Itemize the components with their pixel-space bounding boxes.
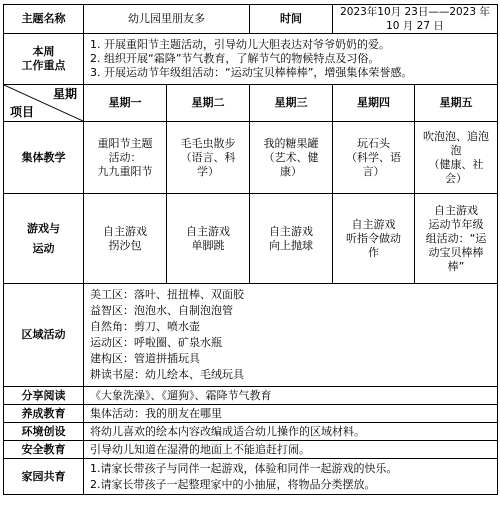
habits-text: 集体活动：我的朋友在哪里	[84, 405, 498, 423]
cell-line: 听指令做动	[346, 231, 401, 245]
cell-line: 动宝贝棒棒	[428, 245, 484, 259]
cell-line: 重阳节主题	[97, 136, 153, 150]
safety-row	[4, 441, 498, 459]
weekday-row	[4, 85, 498, 122]
safety-label: 安全教育	[4, 441, 84, 459]
sharing-label: 分享阅读	[4, 387, 84, 405]
cell-line: 吹泡泡、追泡	[423, 129, 489, 143]
cell-line: 运动节年级	[428, 217, 484, 231]
corner-diagonal-cell	[4, 85, 84, 122]
cell-line: （科学、语	[346, 150, 401, 164]
theme-value: 幼儿园里朋友多	[84, 5, 250, 34]
cell-line: 单脚跳	[191, 238, 225, 252]
goal-item: 1. 开展重阳节主题活动，引导幼儿大胆表达对爷爷奶奶的爱。	[90, 38, 390, 51]
habits-label: 养成教育	[4, 405, 84, 423]
area-item: 美工区：落叶、扭扭棒、双面胶	[90, 288, 244, 301]
cell-line: 自主游戏	[434, 203, 478, 217]
collective-label: 集体教学	[4, 122, 84, 194]
cell-line: 自主游戏	[186, 224, 230, 238]
cell-line: （语言、科	[180, 150, 236, 164]
collective-cell-mon	[84, 122, 167, 194]
goal-item: 3. 开展运动节年级组活动：“运动宝贝棒棒棒”，增强集体荣誉感。	[90, 66, 413, 79]
time-value: 2023年10月 23日——2023 年 10 月 27 日	[333, 5, 498, 34]
cell-line: 康）	[280, 164, 302, 178]
cell-line: 自主游戏	[103, 224, 147, 238]
cell-line: 拐沙包	[108, 238, 142, 252]
collective-cell-thu	[333, 122, 415, 194]
games-label-line2: 运动	[32, 241, 55, 255]
games-cell-fri	[415, 194, 498, 284]
cell-line: 作	[368, 245, 379, 259]
day-header-fri: 星期五	[415, 85, 498, 122]
games-cell-tue	[167, 194, 250, 284]
games-cell-mon	[84, 194, 167, 284]
area-item: 运动区：呼啦圈、矿泉水瓶	[90, 336, 222, 349]
cell-line: 活动：	[108, 150, 142, 164]
games-label-line1: 游戏与	[27, 221, 60, 235]
collective-row	[4, 122, 498, 194]
goals-label-line1: 本周	[32, 45, 55, 58]
area-item: 耕读书屋：幼儿绘本、毛绒玩具	[90, 368, 244, 381]
games-label	[4, 194, 84, 284]
corner-item-label: 项目	[10, 105, 35, 119]
safety-text: 引导幼儿知道在湿滑的地面上不能追赶打闹。	[84, 441, 498, 459]
cell-line: 九九重阳节	[97, 164, 153, 178]
day-header-wed: 星期三	[250, 85, 333, 122]
cell-line: 自主游戏	[351, 217, 396, 231]
collective-cell-wed	[250, 122, 333, 194]
day-header-thu: 星期四	[333, 85, 415, 122]
area-item: 建构区：管道拼插玩具	[90, 352, 200, 365]
cell-line: （健康、社	[428, 157, 484, 171]
home-list	[84, 459, 498, 495]
goal-item: 2. 组织开展“霜降”节气教育，了解节气的物候特点及习俗。	[90, 52, 380, 65]
time-label: 时间	[250, 5, 333, 34]
cell-line: 会）	[445, 171, 467, 185]
cell-line: 学）	[197, 164, 219, 178]
cell-line: 组活动：“运	[425, 231, 487, 245]
home-item: 1.请家长带孩子与同伴一起游戏，体验和同伴一起游戏的快乐。	[90, 461, 398, 475]
cell-line: 我的糖果罐	[263, 136, 319, 150]
day-header-tue: 星期二	[167, 85, 250, 122]
home-label: 家园共育	[4, 459, 84, 495]
habits-row	[4, 405, 498, 423]
cell-line: 向上抛球	[269, 238, 313, 252]
goals-row	[4, 34, 498, 85]
home-row	[4, 459, 498, 495]
cell-line: 泡	[450, 143, 462, 157]
environment-row	[4, 423, 498, 441]
areas-row	[4, 284, 498, 387]
home-item: 2.请家长带孩子一起整理家中的小抽屉，将物品分类摆放。	[90, 477, 376, 491]
cell-line: 言）	[362, 164, 385, 178]
goals-label	[4, 34, 84, 85]
cell-line: （艺术、健	[263, 150, 319, 164]
area-item: 益智区：泡泡水、自制泡泡管	[90, 304, 233, 317]
theme-label: 主题名称	[4, 5, 84, 34]
header-row	[4, 5, 498, 34]
cell-line: 毛毛虫散步	[180, 136, 236, 150]
sharing-row	[4, 387, 498, 405]
corner-weekday-label: 星期	[52, 87, 77, 101]
sharing-text: 《大象洗澡》、《遛狗》、霜降节气教育	[84, 387, 498, 405]
collective-cell-fri	[415, 122, 498, 194]
games-row	[4, 194, 498, 284]
games-cell-thu	[333, 194, 415, 284]
area-item: 自然角：剪刀、喷水壶	[90, 320, 200, 333]
environment-text: 将幼儿喜欢的绘本内容改编成适合幼儿操作的区域材料。	[84, 423, 498, 441]
cell-line: 棒”	[447, 259, 465, 273]
games-cell-wed	[250, 194, 333, 284]
collective-cell-tue	[167, 122, 250, 194]
day-header-mon: 星期一	[84, 85, 167, 122]
areas-list	[84, 284, 498, 387]
areas-label: 区域活动	[4, 284, 84, 387]
cell-line: 自主游戏	[269, 224, 313, 238]
goals-list	[84, 34, 498, 85]
weekly-plan-table	[3, 4, 498, 495]
goals-label-line2: 工作重点	[21, 59, 66, 72]
environment-label: 环境创设	[4, 423, 84, 441]
cell-line: 玩石头	[357, 136, 390, 150]
